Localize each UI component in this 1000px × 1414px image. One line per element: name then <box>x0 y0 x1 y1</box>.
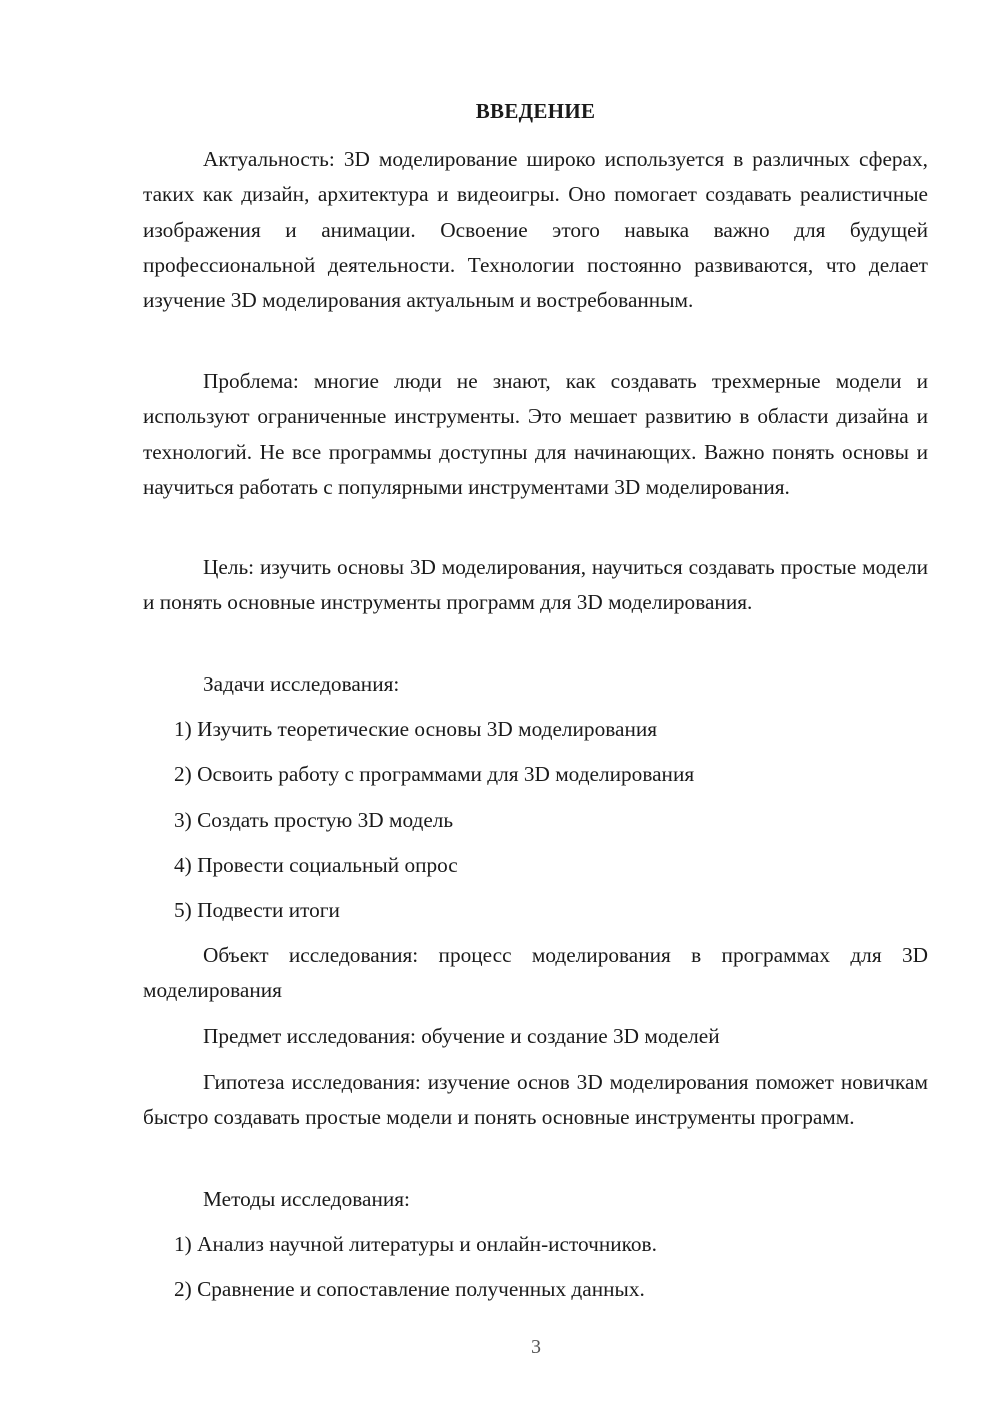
object-text: Объект исследования: процесс моделирования в программах для 3D моделирования <box>143 943 928 1003</box>
method-item-1: 1) Анализ научной литературы и онлайн-источников. <box>174 1232 657 1256</box>
methods-heading: Методы исследования: <box>203 1187 410 1211</box>
task-item-5: 5) Подвести итоги <box>174 898 340 922</box>
relevance-text: Актуальность: 3D моделирование широко используется в различных сферах, таких как дизайн, архитектура и видеоигры. Оно помогает создавать реалистичные изображения и анимации. Освоение этого навыка важно для будущей профессиональной деятельности. Технологии постоянно развиваются, что делает изучение 3D моделирования актуальным и востребованным. <box>143 147 928 313</box>
subject-line: Предмет исследования: обучение и создание 3D моделей <box>203 1024 720 1048</box>
task-item-3: 3) Создать простую 3D модель <box>174 808 454 832</box>
page-number: 3 <box>531 1336 541 1358</box>
goal-paragraph <box>143 550 928 621</box>
page-title: ВВЕДЕНИЕ <box>475 99 596 123</box>
problem-paragraph <box>143 364 928 505</box>
tasks-heading: Задачи исследования: <box>203 672 400 696</box>
task-item-4: 4) Провести социальный опрос <box>174 853 458 877</box>
hypothesis-paragraph <box>143 1065 928 1136</box>
task-item-1: 1) Изучить теоретические основы 3D моделирования <box>174 717 658 741</box>
object-paragraph <box>143 938 928 1009</box>
method-item-2: 2) Сравнение и сопоставление полученных данных. <box>174 1277 645 1301</box>
problem-text: Проблема: многие люди не знают, как создавать трехмерные модели и используют ограниченные инструменты. Это мешает развитию в области дизайна и технологий. Не все программы доступны для начинающих. Важно понять основы и научиться работать с популярными инструментами 3D моделирования. <box>143 369 928 499</box>
hypothesis-text: Гипотеза исследования: изучение основ 3D моделирования поможет новичкам быстро создавать простые модели и понять основные инструменты программ. <box>143 1070 928 1130</box>
relevance-paragraph <box>143 142 928 318</box>
goal-text: Цель: изучить основы 3D моделирования, научиться создавать простые модели и понять основные инструменты программ для 3D моделирования. <box>143 555 928 615</box>
task-item-2: 2) Освоить работу с программами для 3D моделирования <box>174 762 695 786</box>
